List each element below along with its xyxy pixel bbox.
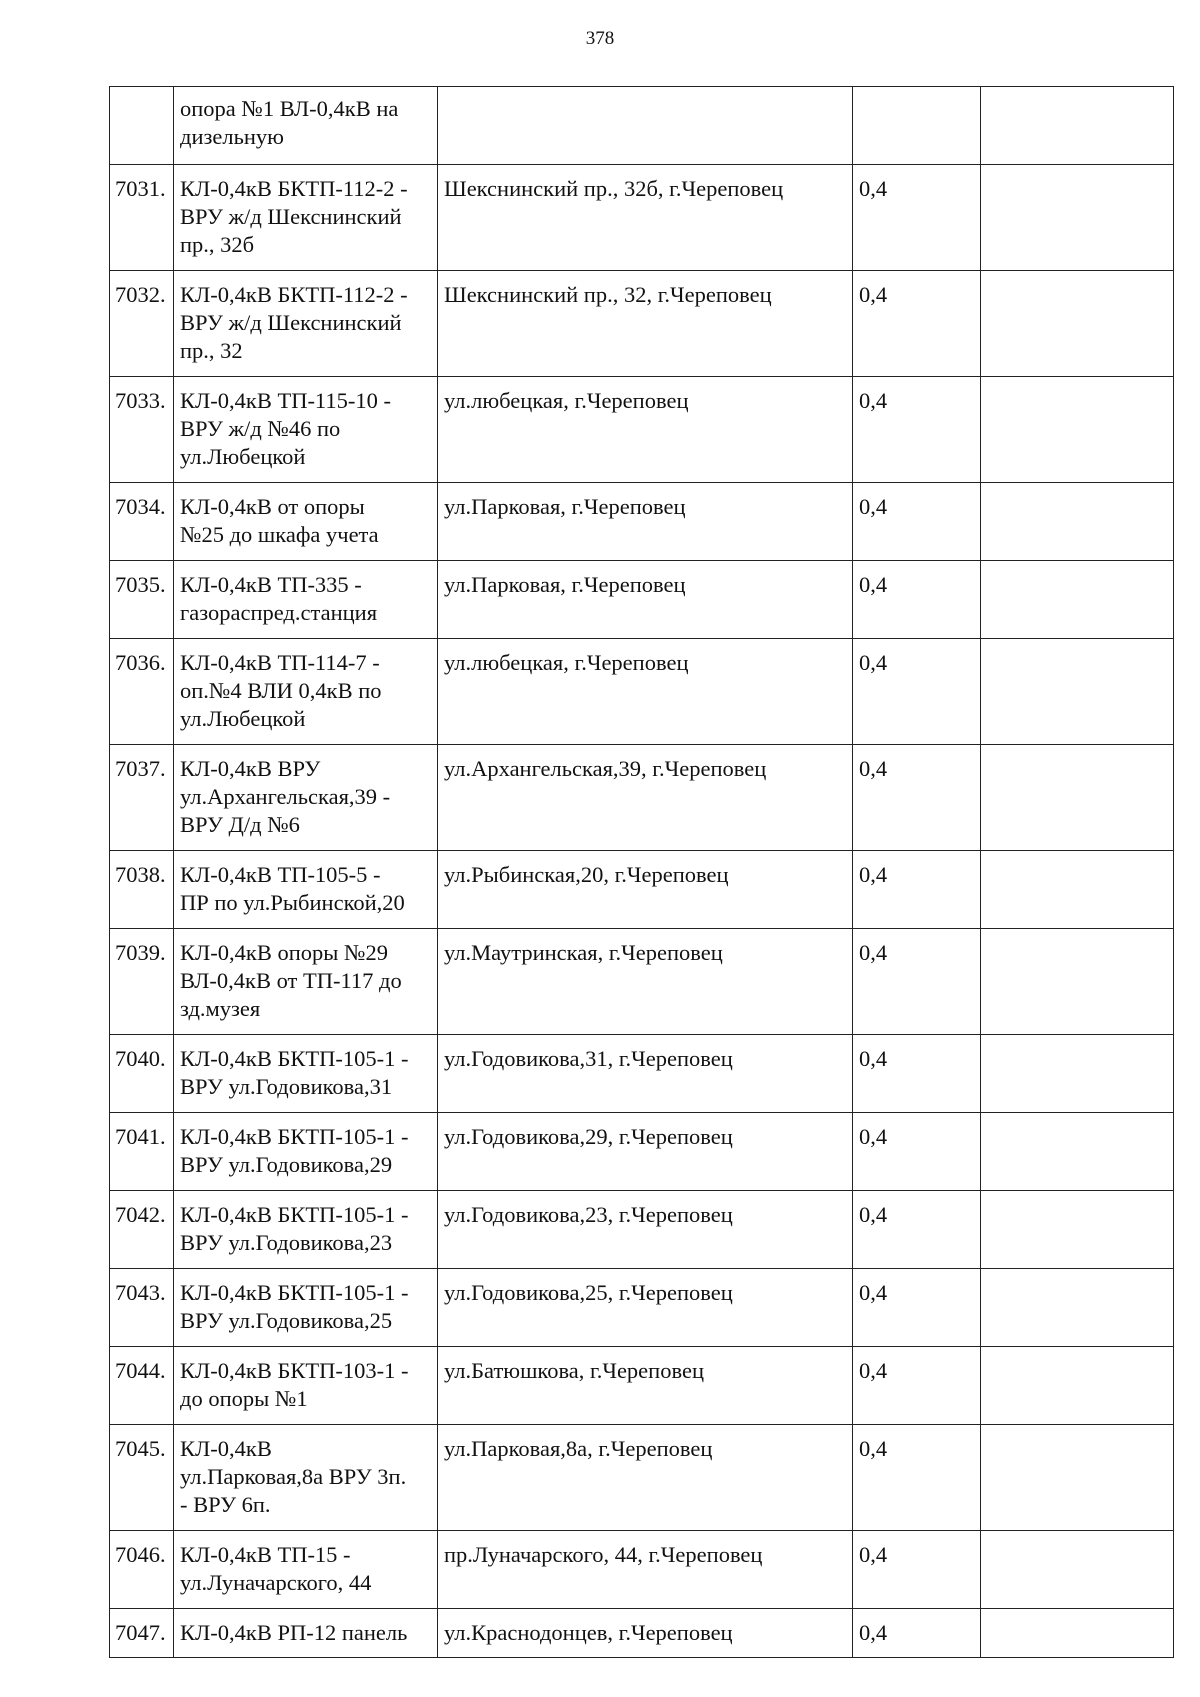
row-number-cell: 7031. (110, 165, 174, 271)
voltage-cell: 0,4 (853, 165, 981, 271)
extra-cell (981, 377, 1174, 483)
registry-table (109, 86, 1174, 1658)
address-cell: ул.Годовикова,31, г.Череповец (438, 1035, 853, 1113)
extra-cell (981, 639, 1174, 745)
registry-table-body (110, 87, 1174, 1658)
address-cell: ул.Парковая,8а, г.Череповец (438, 1425, 853, 1531)
row-number-cell: 7043. (110, 1269, 174, 1347)
address-cell: ул.любецкая, г.Череповец (438, 377, 853, 483)
table-row (110, 929, 1174, 1035)
table-row (110, 561, 1174, 639)
address-cell (438, 87, 853, 165)
address-cell: ул.любецкая, г.Череповец (438, 639, 853, 745)
extra-cell (981, 1425, 1174, 1531)
extra-cell (981, 561, 1174, 639)
extra-cell (981, 929, 1174, 1035)
address-cell: ул.Краснодонцев, г.Череповец (438, 1609, 853, 1658)
voltage-cell: 0,4 (853, 377, 981, 483)
object-name-cell: КЛ-0,4кВ ул.Парковая,8а ВРУ 3п. - ВРУ 6п. (174, 1425, 438, 1531)
voltage-cell: 0,4 (853, 1113, 981, 1191)
address-cell: ул.Архангельская,39, г.Череповец (438, 745, 853, 851)
row-number-cell: 7032. (110, 271, 174, 377)
voltage-cell: 0,4 (853, 1609, 981, 1658)
voltage-cell: 0,4 (853, 851, 981, 929)
row-number-cell: 7046. (110, 1531, 174, 1609)
address-cell: Шекснинский пр., 32, г.Череповец (438, 271, 853, 377)
table-row (110, 745, 1174, 851)
extra-cell (981, 87, 1174, 165)
object-name-cell: КЛ-0,4кВ ТП-15 - ул.Луначарского, 44 (174, 1531, 438, 1609)
row-number-cell: 7038. (110, 851, 174, 929)
object-name-cell: КЛ-0,4кВ ТП-335 - газораспред.станция (174, 561, 438, 639)
address-cell: ул.Парковая, г.Череповец (438, 483, 853, 561)
extra-cell (981, 1269, 1174, 1347)
table-row (110, 271, 1174, 377)
address-cell: пр.Луначарского, 44, г.Череповец (438, 1531, 853, 1609)
address-cell: ул.Годовикова,25, г.Череповец (438, 1269, 853, 1347)
extra-cell (981, 1035, 1174, 1113)
object-name-cell: КЛ-0,4кВ БКТП-103-1 - до опоры №1 (174, 1347, 438, 1425)
voltage-cell (853, 87, 981, 165)
voltage-cell: 0,4 (853, 929, 981, 1035)
row-number-cell: 7036. (110, 639, 174, 745)
object-name-cell: КЛ-0,4кВ ТП-105-5 - ПР по ул.Рыбинской,20 (174, 851, 438, 929)
row-number-cell: 7037. (110, 745, 174, 851)
page-number: 378 (585, 28, 615, 49)
table-row (110, 1347, 1174, 1425)
address-cell: ул.Годовикова,29, г.Череповец (438, 1113, 853, 1191)
table-row (110, 1531, 1174, 1609)
row-number-cell: 7039. (110, 929, 174, 1035)
table-row (110, 1609, 1174, 1658)
extra-cell (981, 851, 1174, 929)
object-name-cell: КЛ-0,4кВ РП-12 панель (174, 1609, 438, 1658)
voltage-cell: 0,4 (853, 1191, 981, 1269)
object-name-cell: КЛ-0,4кВ БКТП-112-2 - ВРУ ж/д Шекснинский пр., 32б (174, 165, 438, 271)
extra-cell (981, 1191, 1174, 1269)
voltage-cell: 0,4 (853, 1035, 981, 1113)
object-name-cell: КЛ-0,4кВ БКТП-105-1 - ВРУ ул.Годовикова,29 (174, 1113, 438, 1191)
extra-cell (981, 745, 1174, 851)
table-row (110, 1425, 1174, 1531)
voltage-cell: 0,4 (853, 561, 981, 639)
table-row (110, 87, 1174, 165)
voltage-cell: 0,4 (853, 745, 981, 851)
object-name-cell: КЛ-0,4кВ ВРУ ул.Архангельская,39 - ВРУ Д/д №6 (174, 745, 438, 851)
object-name-cell: КЛ-0,4кВ БКТП-105-1 - ВРУ ул.Годовикова,23 (174, 1191, 438, 1269)
row-number-cell (110, 87, 174, 165)
extra-cell (981, 271, 1174, 377)
row-number-cell: 7034. (110, 483, 174, 561)
object-name-cell: КЛ-0,4кВ от опоры №25 до шкафа учета (174, 483, 438, 561)
extra-cell (981, 1113, 1174, 1191)
address-cell: ул.Маутринская, г.Череповец (438, 929, 853, 1035)
object-name-cell: КЛ-0,4кВ БКТП-112-2 - ВРУ ж/д Шекснинский пр., 32 (174, 271, 438, 377)
table-row (110, 639, 1174, 745)
table-row (110, 851, 1174, 929)
row-number-cell: 7040. (110, 1035, 174, 1113)
address-cell: Шекснинский пр., 32б, г.Череповец (438, 165, 853, 271)
row-number-cell: 7042. (110, 1191, 174, 1269)
extra-cell (981, 483, 1174, 561)
address-cell: ул.Годовикова,23, г.Череповец (438, 1191, 853, 1269)
row-number-cell: 7047. (110, 1609, 174, 1658)
table-row (110, 377, 1174, 483)
extra-cell (981, 1609, 1174, 1658)
extra-cell (981, 1347, 1174, 1425)
row-number-cell: 7035. (110, 561, 174, 639)
voltage-cell: 0,4 (853, 1347, 981, 1425)
extra-cell (981, 1531, 1174, 1609)
voltage-cell: 0,4 (853, 1531, 981, 1609)
row-number-cell: 7033. (110, 377, 174, 483)
table-row (110, 483, 1174, 561)
address-cell: ул.Рыбинская,20, г.Череповец (438, 851, 853, 929)
address-cell: ул.Парковая, г.Череповец (438, 561, 853, 639)
object-name-cell: опора №1 ВЛ-0,4кВ на дизельную (174, 87, 438, 165)
row-number-cell: 7044. (110, 1347, 174, 1425)
table-row (110, 165, 1174, 271)
voltage-cell: 0,4 (853, 1269, 981, 1347)
table-row (110, 1191, 1174, 1269)
table-row (110, 1269, 1174, 1347)
object-name-cell: КЛ-0,4кВ опоры №29 ВЛ-0,4кВ от ТП-117 до зд.музея (174, 929, 438, 1035)
extra-cell (981, 165, 1174, 271)
voltage-cell: 0,4 (853, 639, 981, 745)
voltage-cell: 0,4 (853, 1425, 981, 1531)
address-cell: ул.Батюшкова, г.Череповец (438, 1347, 853, 1425)
object-name-cell: КЛ-0,4кВ БКТП-105-1 - ВРУ ул.Годовикова,25 (174, 1269, 438, 1347)
table-row (110, 1035, 1174, 1113)
voltage-cell: 0,4 (853, 483, 981, 561)
row-number-cell: 7045. (110, 1425, 174, 1531)
table-row (110, 1113, 1174, 1191)
object-name-cell: КЛ-0,4кВ ТП-114-7 - оп.№4 ВЛИ 0,4кВ по ул.Любецкой (174, 639, 438, 745)
object-name-cell: КЛ-0,4кВ ТП-115-10 - ВРУ ж/д №46 по ул.Любецкой (174, 377, 438, 483)
row-number-cell: 7041. (110, 1113, 174, 1191)
object-name-cell: КЛ-0,4кВ БКТП-105-1 - ВРУ ул.Годовикова,31 (174, 1035, 438, 1113)
voltage-cell: 0,4 (853, 271, 981, 377)
